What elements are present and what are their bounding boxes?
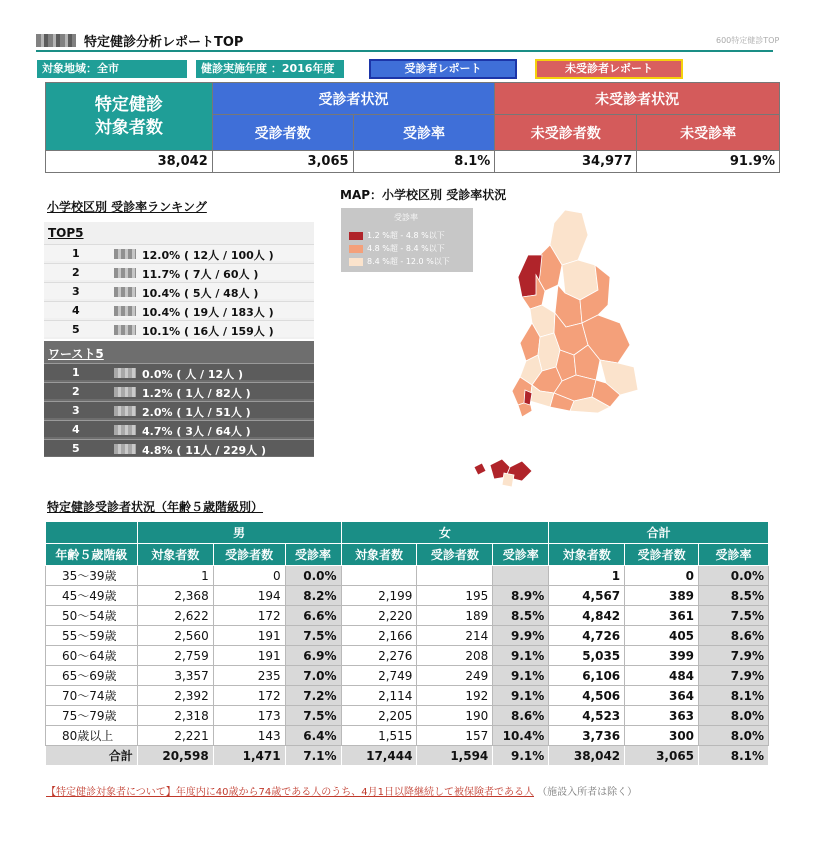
footnote [46,783,637,798]
value-cell: 1,471 [213,746,285,766]
value-cell [417,566,493,586]
age-cell: 35～39歳 [46,566,138,586]
table-row [46,726,769,746]
table-row [46,706,769,726]
value-cell: 7.2% [285,686,341,706]
value-cell: 2,749 [341,666,417,686]
page-title: 特定健診分析レポートTOP [84,35,244,50]
map-title: MAP：小学校区別 受診率状況 [340,188,507,202]
value-cell: 214 [417,626,493,646]
table-row [46,606,769,626]
rank-value: 12.0% ( 12人 / 100人 ) [142,249,274,262]
value-cell: 8.0% [699,706,769,726]
col-age: 年齢５歳階級 [46,544,138,566]
value-cell: 195 [417,586,493,606]
value-cell: 3,357 [137,666,213,686]
col-rate: 受診率 [493,544,549,566]
school-district-map [470,205,650,495]
district-shape [474,463,486,475]
value-cell: 10.4% [493,726,549,746]
value-cell: 7.5% [285,706,341,726]
group-total: 合計 [549,522,769,544]
blurred-school-name [114,325,136,335]
nonexaminee-report-button[interactable]: 未受診者レポート [535,59,683,79]
rank-value: 1.2% ( 1人 / 82人 ) [142,387,251,400]
blurred-school-name [114,387,136,397]
age-cell: 75～79歳 [46,706,138,726]
value-cell: 2,199 [341,586,417,606]
value-cell: 7.5% [699,606,769,626]
rank-value: 10.4% ( 19人 / 183人 ) [142,306,274,319]
value-cell: 389 [625,586,699,606]
column-header-row [46,544,769,566]
age-cell: 55～59歳 [46,626,138,646]
area-label: 対象地域：全市 [37,60,187,78]
group-header-row [46,522,769,544]
blurred-school-name [114,444,136,454]
value-cell: 1 [549,566,625,586]
rank-value: 2.0% ( 1人 / 51人 ) [142,406,251,419]
blurred-school-name [114,287,136,297]
rank-number: 1 [72,366,80,379]
value-cell: 0 [625,566,699,586]
value-cell [493,566,549,586]
summary-table [45,82,780,173]
value-cell: 8.2% [285,586,341,606]
worst-row [44,420,314,437]
value-cell: 1 [137,566,213,586]
value-cell: 172 [213,606,285,626]
top-row [44,282,314,299]
value-cell: 2,759 [137,646,213,666]
table-row [46,646,769,666]
value-cell: 8.1% [699,686,769,706]
value-cell: 0.0% [699,566,769,586]
age-cell: 45～49歳 [46,586,138,606]
legend-swatch [349,232,363,240]
rank-value: 0.0% ( 人 / 12人 ) [142,368,244,381]
legend-item [349,230,445,241]
value-cell: 7.5% [285,626,341,646]
legend-title: 受診率 [394,213,418,222]
legend-item [349,256,450,267]
top-row [44,263,314,280]
value-cell: 4,842 [549,606,625,626]
examinees-header: 受診者数 [212,115,353,151]
value-cell: 20,598 [137,746,213,766]
rank-value: 4.7% ( 3人 / 64人 ) [142,425,251,438]
nonexaminee-status-header: 未受診者状況 [495,83,780,115]
rank-value: 11.7% ( 7人 / 60人 ) [142,268,259,281]
blurred-school-name [114,425,136,435]
col-examinees: 受診者数 [625,544,699,566]
value-cell: 1,594 [417,746,493,766]
value-cell: 38,042 [549,746,625,766]
value-cell: 190 [417,706,493,726]
top-row [44,244,314,261]
district-shape [524,390,532,405]
value-cell: 9.1% [493,746,549,766]
total-row [46,746,769,766]
worst-row [44,401,314,418]
value-cell: 9.1% [493,646,549,666]
worst5-title: ワースト5 [48,347,104,361]
value-cell: 192 [417,686,493,706]
rank-number: 4 [72,423,80,436]
rank-number: 3 [72,285,80,298]
value-cell: 4,567 [549,586,625,606]
value-cell: 6.6% [285,606,341,626]
age-group-table [45,521,769,766]
value-cell: 208 [417,646,493,666]
blurred-organization-name [36,34,76,47]
rank-number: 5 [72,442,80,455]
age-cell: 70～74歳 [46,686,138,706]
rank-number: 2 [72,385,80,398]
year-label: 健診実施年度 ：2016年度 [196,60,344,78]
target-label-line1: 特定健診 [94,94,163,115]
value-cell: 8.5% [493,606,549,626]
group-male: 男 [137,522,341,544]
table-row [46,666,769,686]
blurred-school-name [114,306,136,316]
value-cell: 173 [213,706,285,726]
legend-label: 4.8 %超 - 8.4 %以下 [367,244,445,253]
age-cell: 60～64歳 [46,646,138,666]
value-cell: 5,035 [549,646,625,666]
age-cell: 50～54歳 [46,606,138,626]
value-cell: 484 [625,666,699,686]
rank-value: 10.4% ( 5人 / 48人 ) [142,287,259,300]
value-cell: 9.1% [493,666,549,686]
value-cell: 2,114 [341,686,417,706]
rank-number: 3 [72,404,80,417]
col-rate: 受診率 [699,544,769,566]
blurred-school-name [114,368,136,378]
table-row [46,566,769,586]
col-rate: 受診率 [285,544,341,566]
value-cell: 194 [213,586,285,606]
value-cell: 4,726 [549,626,625,646]
rate-header: 受診率 [353,115,495,151]
value-cell: 8.0% [699,726,769,746]
table-row [46,586,769,606]
value-cell: 399 [625,646,699,666]
value-cell: 2,276 [341,646,417,666]
value-cell: 235 [213,666,285,686]
worst-row [44,382,314,399]
value-cell: 249 [417,666,493,686]
table-row [46,686,769,706]
value-cell: 4,506 [549,686,625,706]
header-divider [36,50,773,52]
page-code: 600特定健診TOP [716,36,780,45]
age-cell: 80歳以上 [46,726,138,746]
value-cell: 300 [625,726,699,746]
examinees-value: 3,065 [212,151,353,173]
value-cell: 2,220 [341,606,417,626]
value-cell: 364 [625,686,699,706]
worst-row [44,363,314,380]
col-target: 対象者数 [137,544,213,566]
examinee-report-button[interactable]: 受診者レポート [369,59,517,79]
nonrate-header: 未受診率 [637,115,780,151]
col-examinees: 受診者数 [417,544,493,566]
col-examinees: 受診者数 [213,544,285,566]
rank-number: 5 [72,323,80,336]
value-cell: 2,560 [137,626,213,646]
legend-swatch [349,245,363,253]
value-cell: 9.9% [493,626,549,646]
value-cell: 191 [213,626,285,646]
rank-number: 4 [72,304,80,317]
value-cell: 191 [213,646,285,666]
footnote-main: 【特定健診対象者について】年度内に40歳から74歳である人のうち、4月1日以降継続して被保険者である人 [46,787,534,798]
value-cell: 8.9% [493,586,549,606]
value-cell: 7.0% [285,666,341,686]
nonexaminees-value: 34,977 [495,151,637,173]
value-cell: 3,736 [549,726,625,746]
value-cell: 2,221 [137,726,213,746]
value-cell: 7.9% [699,666,769,686]
rank-number: 1 [72,247,80,260]
value-cell: 189 [417,606,493,626]
district-shape [502,473,514,487]
value-cell: 405 [625,626,699,646]
rate-value: 8.1% [353,151,495,173]
value-cell: 8.6% [699,626,769,646]
top-row [44,301,314,318]
rank-number: 2 [72,266,80,279]
value-cell: 6.9% [285,646,341,666]
value-cell: 2,622 [137,606,213,626]
group-female: 女 [341,522,549,544]
target-count-header [46,83,213,151]
footnote-note: （施設入所者は除く） [537,787,638,798]
value-cell: 143 [213,726,285,746]
value-cell: 7.1% [285,746,341,766]
nonrate-value: 91.9% [637,151,780,173]
value-cell: 7.9% [699,646,769,666]
value-cell: 4,523 [549,706,625,726]
col-target: 対象者数 [341,544,417,566]
value-cell: 1,515 [341,726,417,746]
value-cell: 0 [213,566,285,586]
target-value: 38,042 [46,151,213,173]
rank-value: 4.8% ( 11人 / 229人 ) [142,444,266,457]
legend-item [349,243,445,254]
value-cell: 8.1% [699,746,769,766]
age-table-title: 特定健診受診者状況（年齢５歳階級別） [47,500,264,514]
value-cell: 157 [417,726,493,746]
value-cell: 2,318 [137,706,213,726]
value-cell: 9.1% [493,686,549,706]
value-cell: 0.0% [285,566,341,586]
ranking-title: 小学校区別 受診率ランキング [47,200,207,214]
value-cell: 2,368 [137,586,213,606]
value-cell: 2,166 [341,626,417,646]
legend-swatch [349,258,363,266]
table-row [46,626,769,646]
blurred-school-name [114,268,136,278]
value-cell: 363 [625,706,699,726]
top5-title: TOP5 [48,226,84,240]
value-cell: 8.6% [493,706,549,726]
value-cell: 6.4% [285,726,341,746]
rank-value: 10.1% ( 16人 / 159人 ) [142,325,274,338]
worst-row [44,439,314,456]
corner-cell [46,522,138,544]
legend-label: 1.2 %超 - 4.8 %以下 [367,231,445,240]
value-cell: 2,205 [341,706,417,726]
value-cell: 8.5% [699,586,769,606]
top-row [44,320,314,337]
value-cell: 2,392 [137,686,213,706]
examinee-status-header: 受診者状況 [212,83,495,115]
age-cell: 合計 [46,746,138,766]
blurred-school-name [114,406,136,416]
value-cell [341,566,417,586]
age-cell: 65～69歳 [46,666,138,686]
blurred-school-name [114,249,136,259]
nonexaminees-header: 未受診者数 [495,115,637,151]
legend-label: 8.4 %超 - 12.0 %以下 [367,257,450,266]
target-label-line2: 対象者数 [94,117,163,138]
value-cell: 361 [625,606,699,626]
value-cell: 6,106 [549,666,625,686]
value-cell: 172 [213,686,285,706]
value-cell: 3,065 [625,746,699,766]
value-cell: 17,444 [341,746,417,766]
col-target: 対象者数 [549,544,625,566]
